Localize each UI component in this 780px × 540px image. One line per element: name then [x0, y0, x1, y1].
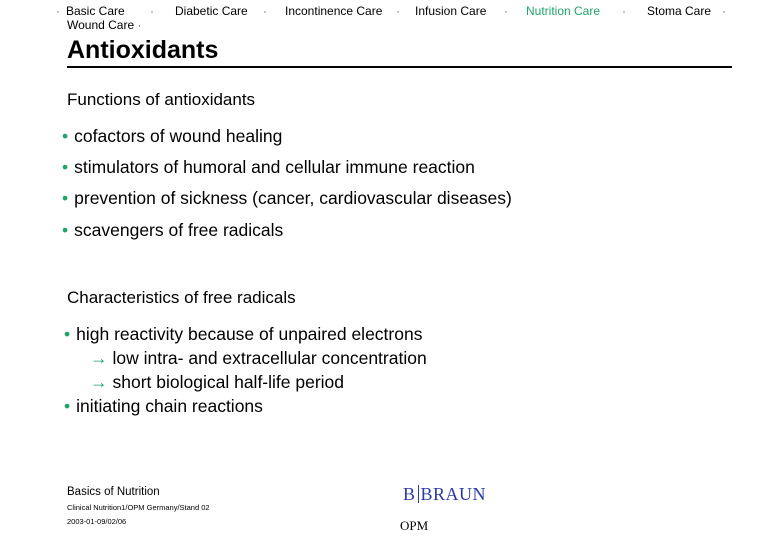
footer-title: Basics of Nutrition	[67, 486, 160, 498]
nav-link-nutrition-care[interactable]: Nutrition Care	[526, 4, 601, 18]
nav-separator: ·	[622, 4, 626, 18]
footer-reference: Clinical Nutrition1/OPM Germany/Stand 02	[67, 503, 210, 512]
bullet-icon: •	[62, 126, 69, 146]
title-divider	[67, 66, 732, 68]
bullet-item	[62, 220, 283, 241]
bullet-item	[62, 126, 282, 147]
bullet-text: initiating chain reactions	[76, 396, 263, 416]
footer-org: OPM	[400, 518, 429, 533]
bullet-text: prevention of sickness (cancer, cardiovascular diseases)	[74, 188, 512, 208]
nav-separator: ·	[722, 4, 726, 18]
nav-link-stoma-care[interactable]: Stoma Care	[647, 4, 712, 18]
nav-separator: ·	[504, 4, 508, 18]
nav-separator: ·	[396, 4, 400, 18]
bullet-text: scavengers of free radicals	[74, 220, 284, 240]
footer-date: 2003-01-09/02/06	[67, 517, 127, 526]
sub-item-text: low intra- and extracellular concentration	[112, 348, 427, 368]
bullet-icon: •	[62, 157, 69, 177]
bullet-text: high reactivity because of unpaired electrons	[76, 324, 423, 344]
nav-row-2	[67, 18, 142, 32]
section-heading-characteristics: Characteristics of free radicals	[67, 288, 296, 307]
bullet-icon: •	[62, 188, 69, 208]
bullet-text: stimulators of humoral and cellular immune reaction	[74, 157, 475, 177]
bullet-icon: •	[64, 396, 71, 416]
bullet-item	[64, 324, 422, 345]
sub-item	[90, 348, 427, 369]
logo-left-text: B	[403, 484, 416, 504]
bullet-text: cofactors of wound healing	[74, 126, 283, 146]
page-title: Antioxidants	[67, 36, 219, 64]
arrow-icon: →	[90, 348, 108, 368]
sub-item-text: short biological half-life period	[112, 372, 345, 392]
nav-link-basic-care[interactable]: Basic Care	[66, 4, 125, 18]
nav-link-infusion-care[interactable]: Infusion Care	[415, 4, 487, 18]
nav-separator: ·	[263, 4, 267, 18]
nav-link-incontinence-care[interactable]: Incontinence Care	[285, 4, 383, 18]
nav-separator: ·	[150, 4, 154, 18]
bullet-item	[62, 188, 512, 209]
bullet-item	[62, 157, 475, 178]
logo-right-text: BRAUN	[420, 484, 487, 504]
nav-separator: ·	[56, 4, 60, 18]
section-heading-functions: Functions of antioxidants	[67, 90, 256, 109]
nav-separator: ·	[137, 18, 142, 32]
sub-item	[90, 372, 344, 393]
logo-separator	[418, 485, 419, 503]
bullet-item	[64, 396, 263, 417]
nav-link-wound-care[interactable]: Wound Care	[67, 18, 135, 32]
bullet-icon: •	[62, 220, 69, 240]
bullet-icon: •	[64, 324, 71, 344]
nav-link-diabetic-care[interactable]: Diabetic Care	[175, 4, 248, 18]
bbraun-logo	[403, 484, 486, 505]
arrow-icon: →	[90, 372, 108, 392]
